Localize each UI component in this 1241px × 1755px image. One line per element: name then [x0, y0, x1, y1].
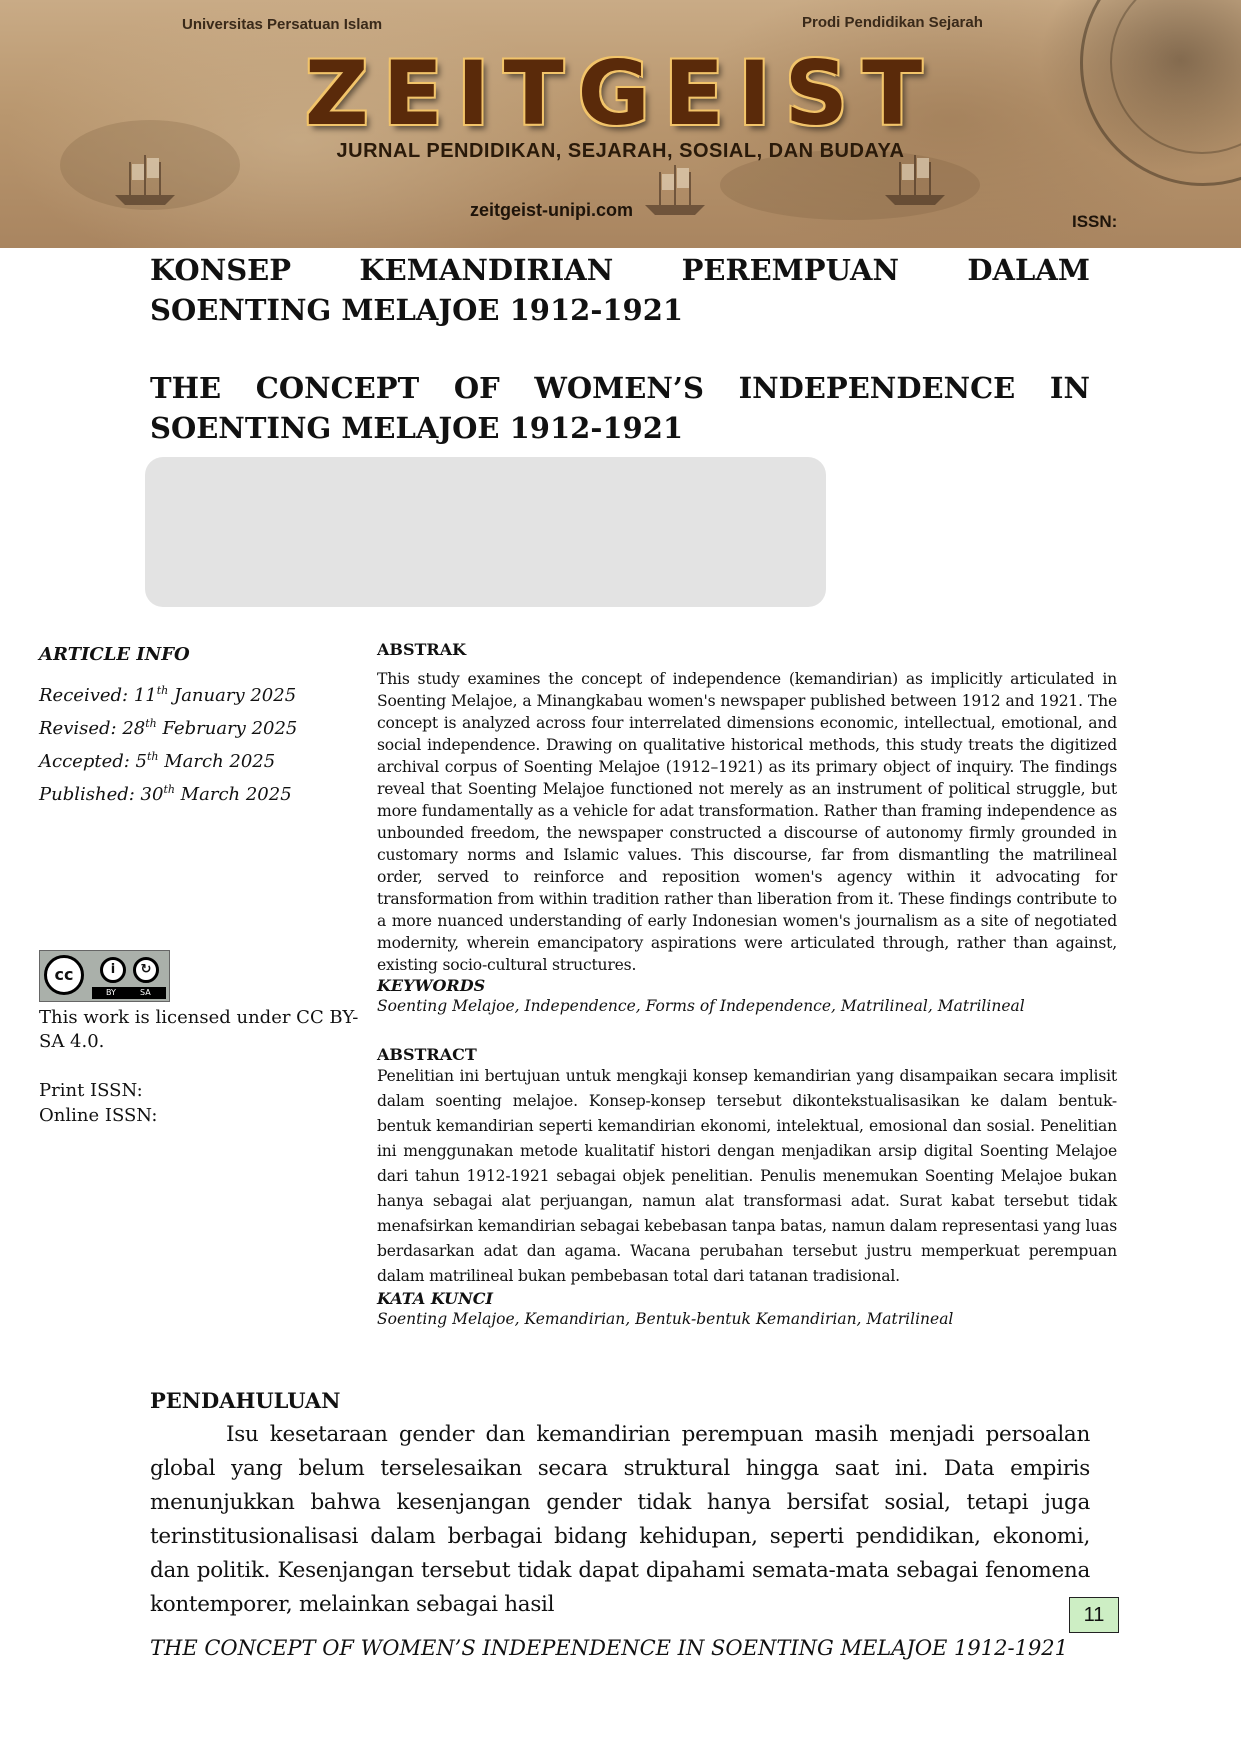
- kata-kunci-heading: KATA KUNCI: [377, 1289, 493, 1308]
- abstrak-text: This study examines the concept of independence (kemandirian) as implicitly articulated in Soenting Melajoe, a Minangkabau women's newspaper published between 1912 and 1921. The concept is analyzed across four interrelated dimensions economic, intellectual, emotional, and social independence. Drawing on qualitative historical methods, this study treats the digitized archival corpus of Soenting Melajoe (1912–1921) as its primary object of inquiry. The findings reveal that Soenting Melajoe functioned not merely as an instrument of political struggle, but more fundamentally as a vehicle for adat transformation. Rather than framing independence as unbounded freedom, the newspaper constructed a discourse of autonomy firmly grounded in customary norms and Islamic values. This discourse, far from dismantling the matrilineal order, served to reinforce and reposition women's agency within it advocating for transformation from within tradition rather than liberation from it. These findings contribute to a more nuanced understanding of early Indonesian women's journalism as a site of negotiated modernity, wherein emancipatory aspirations were articulated through, rather than against, existing socio-cultural structures.: [377, 670, 1117, 974]
- title-english: THE CONCEPT OF WOMEN’S INDEPENDENCE IN SOENTING MELAJOE 1912-1921: [150, 371, 1090, 445]
- section-heading-pendahuluan: PENDAHULUAN: [150, 1388, 341, 1413]
- attribution-icon: i: [100, 957, 126, 983]
- banner-issn: ISSN:: [1072, 212, 1118, 231]
- university-name: Universitas Persatuan Islam: [182, 16, 383, 33]
- received-date: Received: 11th January 2025: [39, 684, 297, 706]
- online-issn: Online ISSN:: [39, 1105, 158, 1126]
- journal-website[interactable]: zeitgeist-unipi.com: [470, 200, 634, 220]
- article-info-heading: ARTICLE INFO: [39, 644, 190, 665]
- keywords-heading: KEYWORDS: [377, 976, 486, 995]
- title-indonesian: KONSEP KEMANDIRIAN PEREMPUAN DALAM SOENTING MELAJOE 1912-1921: [150, 253, 1090, 327]
- abstrak-heading: ABSTRAK: [377, 640, 467, 659]
- journal-subtitle: JURNAL PENDIDIKAN, SEJARAH, SOSIAL, DAN BUDAYA: [336, 140, 905, 162]
- keywords-list: Soenting Melajoe, Independence, Forms of Independence, Matrilineal, Matrilineal: [377, 997, 1025, 1015]
- cc-icon: cc: [44, 955, 84, 995]
- article-info: [39, 644, 339, 809]
- published-date: Published: 30th March 2025: [39, 783, 292, 805]
- cc-by-sa-badge[interactable]: [39, 950, 170, 1002]
- revised-date: Revised: 28th February 2025: [39, 717, 298, 739]
- kata-kunci-list: Soenting Melajoe, Kemandirian, Bentuk-bentuk Kemandirian, Matrilineal: [377, 1310, 954, 1328]
- intro-paragraph: Isu kesetaraan gender dan kemandirian perempuan masih menjadi persoalan global yang belum terselesaikan secara struktural hingga saat ini. Data empiris menunjukkan bahwa kesenjangan gender tidak hanya bersifat sosial, tetapi juga terinstitusionalisasi dalam berbagai bidang kehidupan, seperti pendidikan, ekonomi, dan politik. Kesenjangan tersebut tidak dapat dipahami semata-mata sebagai fenomena kontemporer, melainkan sebagai hasil: [150, 1422, 1090, 1617]
- license-text: This work is licensed under CC BY-SA 4.0.: [39, 1007, 359, 1052]
- author-block-placeholder: [145, 457, 826, 607]
- abstract-section: [377, 1045, 1117, 1330]
- journal-banner: [0, 0, 1241, 248]
- abstract-text: Penelitian ini bertujuan untuk mengkaji konsep kemandirian yang disampaikan secara implisit dalam soenting melajoe. Konsep-konsep tersebut dikontekstualisasikan ke dalam bentuk-bentuk kemandirian seperti kemandirian ekonomi, intelektual, emosional dan sosial. Penelitian ini menggunakan metode kualitatif histori dengan menjadikan arsip digital Soenting Melajoe dari tahun 1912-1921 sebagai objek penelitian. Penulis menemukan Soenting Melajoe bukan hanya sebagai alat perjuangan, namun alat transformasi adat. Surat kabat tersebut tidak menafsirkan kemandirian sebagai kebebasan tanpa batas, namun dalam representasi yang luas berdasarkan adat dan agama. Wacana perubahan tersebut justru memperkuat perempuan dalam matrilineal bukan pembebasan total dari tatanan tradisional.: [377, 1067, 1117, 1285]
- ship-icon: [640, 160, 710, 220]
- accepted-date: Accepted: 5th March 2025: [39, 750, 276, 772]
- abstrak-section: [377, 640, 1117, 1017]
- running-footer-title: THE CONCEPT OF WOMEN’S INDEPENDENCE IN SOENTING MELAJOE 1912-1921: [150, 1636, 1069, 1660]
- cc-label-bar: BY SA: [92, 987, 166, 999]
- journal-logo: ZEITGEIST: [304, 42, 937, 145]
- program-name: Prodi Pendidikan Sejarah: [802, 14, 983, 31]
- print-issn: Print ISSN:: [39, 1080, 143, 1101]
- abstract-heading: ABSTRACT: [377, 1045, 477, 1064]
- page-number: 11: [1069, 1597, 1119, 1633]
- share-alike-icon: ↻: [133, 957, 159, 983]
- issn-info: [39, 1078, 359, 1128]
